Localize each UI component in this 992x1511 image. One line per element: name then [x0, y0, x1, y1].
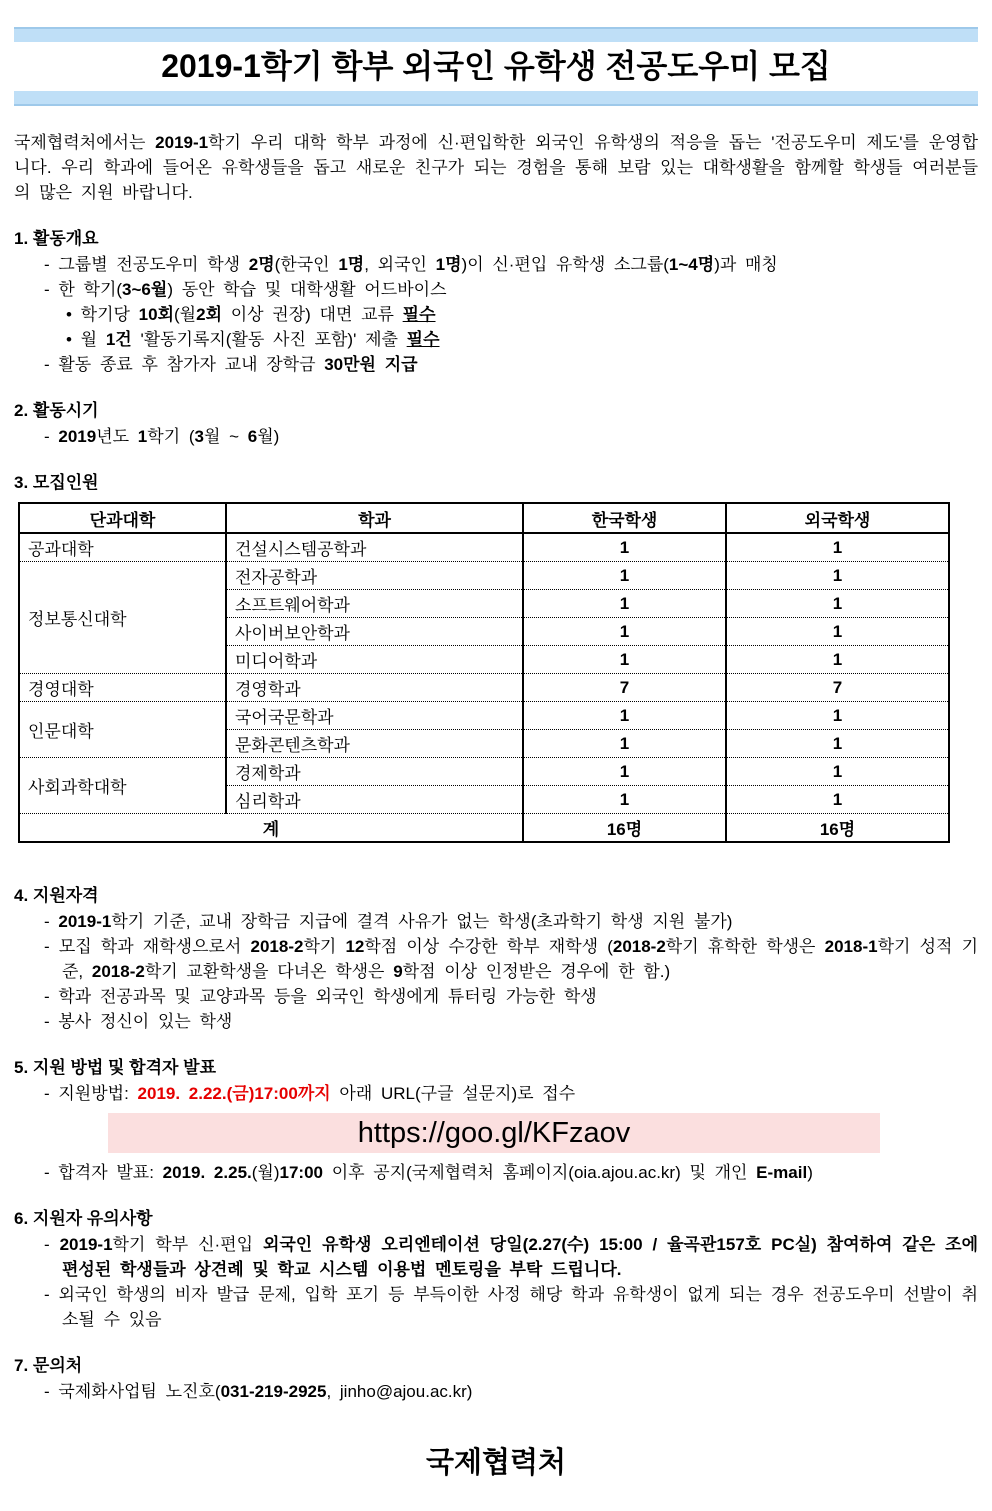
table-row: [19, 702, 949, 730]
title-top-bar: [14, 27, 978, 42]
college-cell: 경영대학: [19, 674, 226, 702]
section-activity-overview: [14, 226, 978, 377]
foreign-count-cell: 7: [726, 674, 949, 702]
total-label-cell: 계: [19, 814, 523, 843]
table-row: [19, 562, 949, 590]
korean-count-cell: 1: [523, 646, 726, 674]
section-eligibility: [14, 883, 978, 1034]
korean-count-cell: 1: [523, 730, 726, 758]
section-recruitment-numbers: [14, 470, 978, 843]
list-item: - 그룹별 전공도우미 학생 2명(한국인 1명, 외국인 1명)이 신·편입 유학생 소그룹(1~4명)과 매칭: [44, 255, 778, 274]
list-item: - 합격자 발표: 2019. 2.25.(월)17:00 이후 공지(국제협력처 홈페이지(oia.ajou.ac.kr) 및 개인 E-mail): [44, 1163, 813, 1182]
recruitment-table: [18, 502, 950, 843]
korean-count-cell: 1: [523, 618, 726, 646]
list-item: - 국제화사업팀 노진호(031-219-2925, jinho@ajou.ac.kr): [44, 1382, 473, 1401]
list-item: - 2019-1학기 학부 신·편입 외국인 유학생 오리엔테이션 당일(2.27(수) 15:00 / 율곡관157호 PC실) 참여하여 같은 조에 편성된 학생들과 상견례 및 학교 시스템 이용법 멘토링을 부탁 드립니다.: [44, 1235, 978, 1279]
section-heading: 3. 모집인원: [14, 473, 99, 492]
dept-cell: 사이버보안학과: [226, 618, 523, 646]
title-bottom-bar: [14, 91, 978, 106]
section-contact: [14, 1353, 978, 1404]
section-heading: 4. 지원자격: [14, 886, 99, 905]
dept-cell: 소프트웨어학과: [226, 590, 523, 618]
col-header-college: 단과대학: [19, 503, 226, 533]
list-item: - 활동 종료 후 참가자 교내 장학금 30만원 지급: [44, 355, 418, 374]
foreign-count-cell: 1: [726, 786, 949, 814]
section-heading: 2. 활동시기: [14, 401, 99, 420]
list-item: - 한 학기(3~6월) 동안 학습 및 대학생활 어드바이스: [44, 280, 447, 299]
college-cell: 공과대학: [19, 533, 226, 562]
section-heading: 5. 지원 방법 및 합격자 발표: [14, 1058, 217, 1077]
table-row: [19, 674, 949, 702]
dept-cell: 미디어학과: [226, 646, 523, 674]
application-url-highlight: [108, 1113, 880, 1153]
dept-cell: 건설시스템공학과: [226, 533, 523, 562]
college-cell: 정보통신대학: [19, 562, 226, 674]
total-foreign-cell: 16명: [726, 814, 949, 843]
korean-count-cell: 1: [523, 702, 726, 730]
foreign-count-cell: 1: [726, 646, 949, 674]
col-header-department: 학과: [226, 503, 523, 533]
list-item: - 2019-1학기 기준, 교내 장학금 지급에 결격 사유가 없는 학생(초과학기 학생 지원 불가): [44, 912, 733, 931]
dept-cell: 문화콘텐츠학과: [226, 730, 523, 758]
list-item: - 학과 전공과목 및 교양과목 등을 외국인 학생에게 튜터링 가능한 학생: [44, 987, 597, 1006]
foreign-count-cell: 1: [726, 590, 949, 618]
list-item: - 2019년도 1학기 (3월 ~ 6월): [44, 427, 280, 446]
intro-paragraph: 국제협력처에서는 2019-1학기 우리 대학 학부 과정에 신·편입학한 외국인 유학생의 적응을 돕는 '전공도우미 제도'를 운영합니다. 우리 학과에 들어온 유학생들을 돕고 새로운 친구가 되는 경험을 통해 보람 있는 대학생활을 함께할 학생들 여러분들의 많은 지원 바랍니다.: [14, 133, 978, 202]
korean-count-cell: 1: [523, 758, 726, 786]
section-heading: 1. 활동개요: [14, 229, 99, 248]
foreign-count-cell: 1: [726, 702, 949, 730]
total-korean-cell: 16명: [523, 814, 726, 843]
section-application-method: [14, 1055, 978, 1185]
table-header-row: [19, 503, 949, 533]
col-header-korean-students: 한국학생: [523, 503, 726, 533]
foreign-count-cell: 1: [726, 618, 949, 646]
college-cell: 사회과학대학: [19, 758, 226, 814]
application-url-link[interactable]: https://goo.gl/KFzaov: [357, 1117, 631, 1149]
list-item: • 학기당 10회(월2회 이상 권장) 대면 교류 필수: [66, 305, 436, 324]
table-row: [19, 758, 949, 786]
list-item: - 봉사 정신이 있는 학생: [44, 1012, 233, 1031]
col-header-foreign-students: 외국학생: [726, 503, 949, 533]
list-item: • 월 1건 '활동기록지(활동 사진 포함)' 제출 필수: [66, 330, 440, 349]
foreign-count-cell: 1: [726, 758, 949, 786]
section-applicant-notes: [14, 1206, 978, 1332]
dept-cell: 경제학과: [226, 758, 523, 786]
section-activity-period: [14, 398, 978, 449]
dept-cell: 심리학과: [226, 786, 523, 814]
korean-count-cell: 1: [523, 590, 726, 618]
section-heading: 7. 문의처: [14, 1356, 83, 1375]
list-item: - 외국인 학생의 비자 발급 문제, 입학 포기 등 부득이한 사정 해당 학과 유학생이 없게 되는 경우 전공도우미 선발이 취소될 수 있음: [44, 1285, 978, 1329]
section-heading: 6. 지원자 유의사항: [14, 1209, 153, 1228]
table-total-row: [19, 814, 949, 843]
college-cell: 인문대학: [19, 702, 226, 758]
list-item: - 지원방법: 2019. 2.22.(금)17:00까지 아래 URL(구글 설문지)로 접수: [44, 1084, 576, 1103]
issuing-office-signature: 국제협력처: [425, 1447, 567, 1479]
foreign-count-cell: 1: [726, 562, 949, 590]
dept-cell: 전자공학과: [226, 562, 523, 590]
foreign-count-cell: 1: [726, 730, 949, 758]
korean-count-cell: 1: [523, 562, 726, 590]
foreign-count-cell: 1: [726, 533, 949, 562]
list-item: - 모집 학과 재학생으로서 2018-2학기 12학점 이상 수강한 학부 재학생 (2018-2학기 휴학한 학생은 2018-1학기 성적 기준, 2018-2학기 교환학생을 다녀온 학생은 9학점 이상 인정받은 경우에 한 함.): [44, 937, 978, 981]
page-title: 2019-1학기 학부 외국인 유학생 전공도우미 모집: [161, 48, 831, 84]
korean-count-cell: 1: [523, 786, 726, 814]
dept-cell: 경영학과: [226, 674, 523, 702]
korean-count-cell: 1: [523, 533, 726, 562]
table-row: [19, 533, 949, 562]
dept-cell: 국어국문학과: [226, 702, 523, 730]
korean-count-cell: 7: [523, 674, 726, 702]
